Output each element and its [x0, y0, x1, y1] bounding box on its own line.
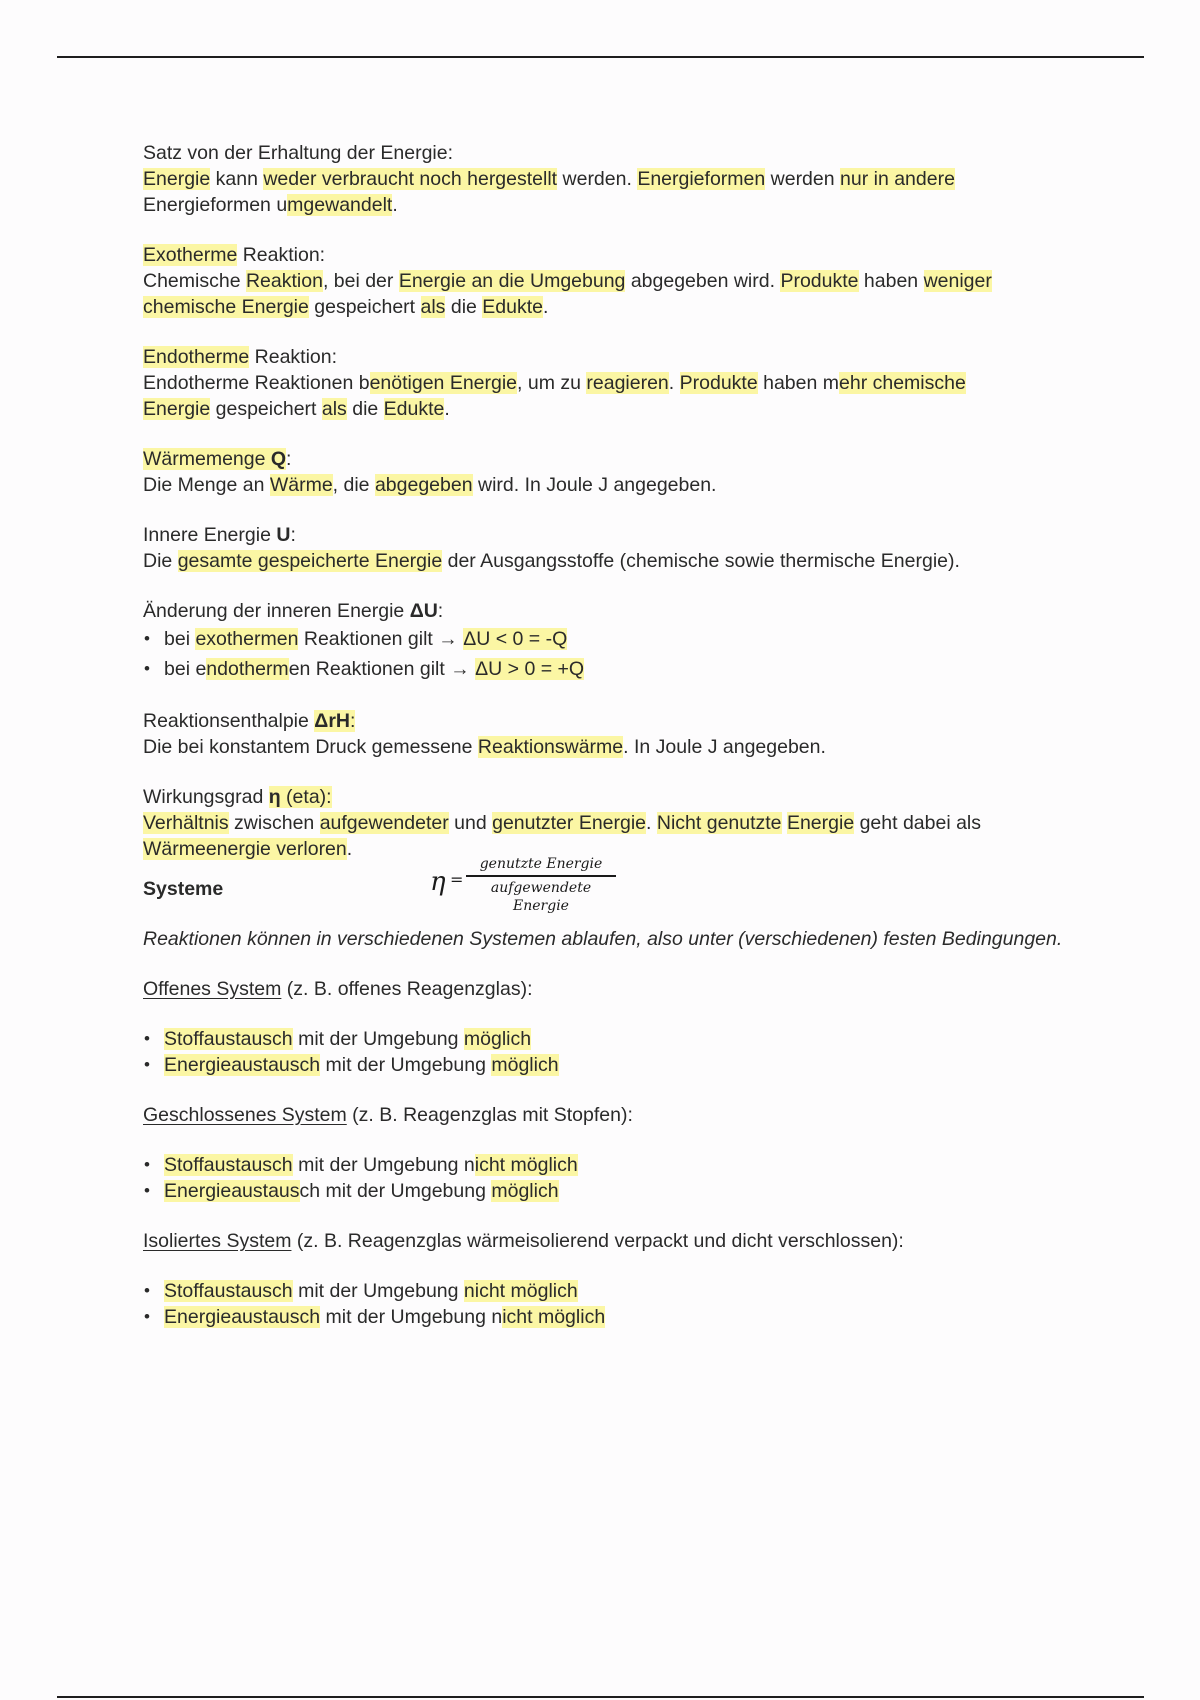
- isolated-system-title: [143, 1228, 1093, 1254]
- closed-system-list: [143, 1152, 1093, 1204]
- isolated-system-list: [143, 1278, 1093, 1330]
- section-text: Endotherme Reaktionen benötigen Energie, um zu reagieren. Produkte haben mehr chemische Energie gespeichert als die Edukte.: [143, 372, 966, 420]
- section-energy-conservation: [143, 140, 1093, 218]
- list-item: • Energieaustausch mit der Umgebung möglich: [143, 1052, 1093, 1078]
- section-text: Energie kann weder verbraucht noch hergestellt werden. Energieformen werden nur in andere Energieformen umgewandelt.: [143, 168, 955, 216]
- section-title: Änderung der inneren Energie ΔU:: [143, 600, 444, 622]
- section-exotherm: [143, 242, 1093, 320]
- bullet-list: [143, 624, 1093, 684]
- document-body: [143, 140, 1093, 1354]
- section-heading: Systeme: [143, 878, 224, 900]
- section-heat-quantity: [143, 446, 1093, 498]
- denominator: aufgewendete Energie: [490, 880, 592, 914]
- section-title: Endotherme Reaktion:: [143, 346, 338, 368]
- section-energy-change: [143, 598, 1093, 684]
- system-title: Isoliertes System (z. B. Reagenzglas wärmeisolierend verpackt und dicht verschlossen):: [143, 1230, 904, 1252]
- bullet-list: [143, 1152, 1093, 1204]
- section-text: Die Menge an Wärme, die abgegeben wird. In Joule J angegeben.: [143, 474, 717, 496]
- list-item: • Energieaustausch mit der Umgebung nicht möglich: [143, 1304, 1093, 1330]
- open-system-list: [143, 1026, 1093, 1078]
- top-rule: [57, 56, 1144, 58]
- list-item: • Stoffaustausch mit der Umgebung möglich: [143, 1026, 1093, 1052]
- systems-heading: [143, 876, 1093, 902]
- section-title: Wirkungsgrad η (eta):: [143, 786, 332, 808]
- intro-text: Reaktionen können in verschiedenen Systemen ablaufen, also unter (verschiedenen) festen Bedingungen.: [143, 928, 1063, 950]
- bullet-list: [143, 1278, 1093, 1330]
- list-item: • Energieaustausch mit der Umgebung möglich: [143, 1178, 1093, 1204]
- closed-system-title: [143, 1102, 1093, 1128]
- section-title: Satz von der Erhaltung der Energie:: [143, 142, 454, 164]
- section-title: Exotherme Reaktion:: [143, 244, 326, 266]
- numerator: genutzte Energie: [479, 856, 603, 872]
- bottom-rule: [57, 1696, 1144, 1698]
- system-title: Geschlossenes System (z. B. Reagenzglas mit Stopfen):: [143, 1104, 633, 1126]
- fraction-bar: [466, 875, 616, 877]
- bullet-list: [143, 1026, 1093, 1078]
- section-title: Reaktionsenthalpie ΔrH:: [143, 710, 356, 732]
- list-item: • bei exothermen Reaktionen gilt → ΔU < 0 = -Q: [143, 624, 1093, 654]
- section-enthalpy: [143, 708, 1093, 760]
- section-internal-energy: [143, 522, 1093, 574]
- eta-symbol: η: [430, 867, 446, 897]
- list-item: • Stoffaustausch mit der Umgebung nicht möglich: [143, 1278, 1093, 1304]
- section-endotherm: [143, 344, 1093, 422]
- list-item: • Stoffaustausch mit der Umgebung nicht möglich: [143, 1152, 1093, 1178]
- open-system-title: [143, 976, 1093, 1002]
- list-item: • bei endothermen Reaktionen gilt → ΔU > 0 = +Q: [143, 654, 1093, 684]
- systems-intro: [143, 926, 1093, 952]
- section-title: Innere Energie U:: [143, 524, 296, 546]
- section-title: Wärmemenge Q:: [143, 448, 292, 470]
- section-text: Verhältnis zwischen aufgewendeter und genutzter Energie. Nicht genutzte Energie geht dabei als Wärmeenergie verloren.: [143, 812, 982, 860]
- section-efficiency: [143, 784, 1093, 862]
- equals-sign: =: [450, 870, 464, 889]
- section-text: Die bei konstantem Druck gemessene Reaktionswärme. In Joule J angegeben.: [143, 736, 826, 758]
- fraction: [466, 855, 616, 915]
- section-text: Die gesamte gespeicherte Energie der Ausgangsstoffe (chemische sowie thermische Energie).: [143, 550, 960, 572]
- section-text: Chemische Reaktion, bei der Energie an die Umgebung abgegeben wird. Produkte haben weniger chemische Energie gespeichert als die Edukte.: [143, 270, 992, 318]
- system-title: Offenes System (z. B. offenes Reagenzglas):: [143, 978, 533, 1000]
